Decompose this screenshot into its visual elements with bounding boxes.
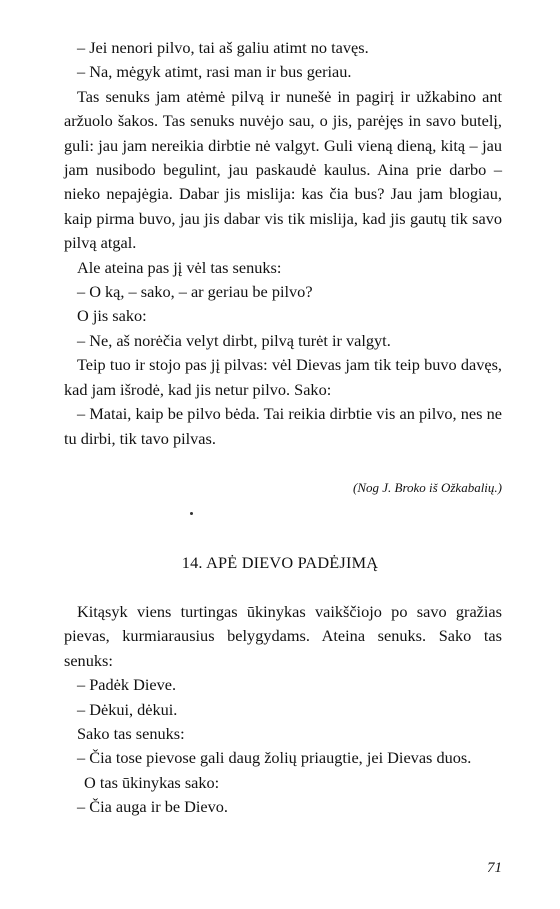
section-title: 14. APĖ DIEVO PADĖJIMĄ xyxy=(181,553,379,572)
story-start xyxy=(64,600,502,820)
paragraph: – Jei nenori pilvo, tai aš galiu atimt no tavęs. xyxy=(77,38,369,57)
paragraph: – Matai, kaip be pilvo bėda. Tai reikia dirbtie vis an pilvo, nes ne tu dirbi, tik tavo pilvas. xyxy=(64,404,502,448)
page-number: 71 xyxy=(487,860,502,876)
source-note: (Nog J. Broko iš Ožkabalių.) xyxy=(353,480,502,495)
paragraph: – Ne, aš norėčia velyt dirbt, pilvą turėt ir valgyt. xyxy=(77,330,391,350)
paragraph: Kitąsyk viens turtingas ūkinykas vaikščiojo po savo gražias pievas, kurmiarausius belygydams. Ateina senuks. Sako tas senuks: xyxy=(64,602,502,670)
paragraph: – Na, mėgyk atimt, rasi man ir bus geriau. xyxy=(77,62,352,82)
paragraph: Ale ateina pas jį vėl tas senuks: xyxy=(77,257,282,277)
paragraph: O tas ūkinykas sako: xyxy=(84,772,220,792)
paragraph: – Čia tose pievose gali daug žolių priaugtie, jei Dievas duos. xyxy=(77,748,472,768)
paragraph: – Padėk Dieve. xyxy=(77,675,177,695)
paragraph: Tas senuks jam atėmė pilvą ir nunešė in pagirį ir užkabino ant aržuolo šakos. Tas senuks nuvėjo sau, o jis, parėjęs in savo butelį, guli: jau jam nereikia dirbtie nė valgyt. Guli vieną dieną, kitą – jau jam nusibodo begulint, jau paskaudė kaulus. Aina prie darbo – nieko nepajėgia. Dabar jis mislija: kas čia bus? Jau jam blogiau, kaip pirma buvo, jau jis dabar vis tik mislija, kad jis gautų tik savo pilvą atgal. xyxy=(64,86,502,253)
story-continuation xyxy=(64,36,502,451)
paragraph: – Čia auga ir be Dievo. xyxy=(77,797,229,817)
paragraph: Sako tas senuks: xyxy=(77,724,185,744)
paragraph: Teip tuo ir stojo pas jį pilvas: vėl Dievas jam tik teip buvo davęs, kad jam išrodė, kad jis netur pilvo. Sako: xyxy=(64,355,502,399)
paragraph: O jis sako: xyxy=(77,306,147,326)
paragraph: – Dėkui, dėkui. xyxy=(77,699,178,719)
paragraph: – O ką, – sako, – ar geriau be pilvo? xyxy=(77,282,313,302)
ink-dot xyxy=(190,512,193,515)
